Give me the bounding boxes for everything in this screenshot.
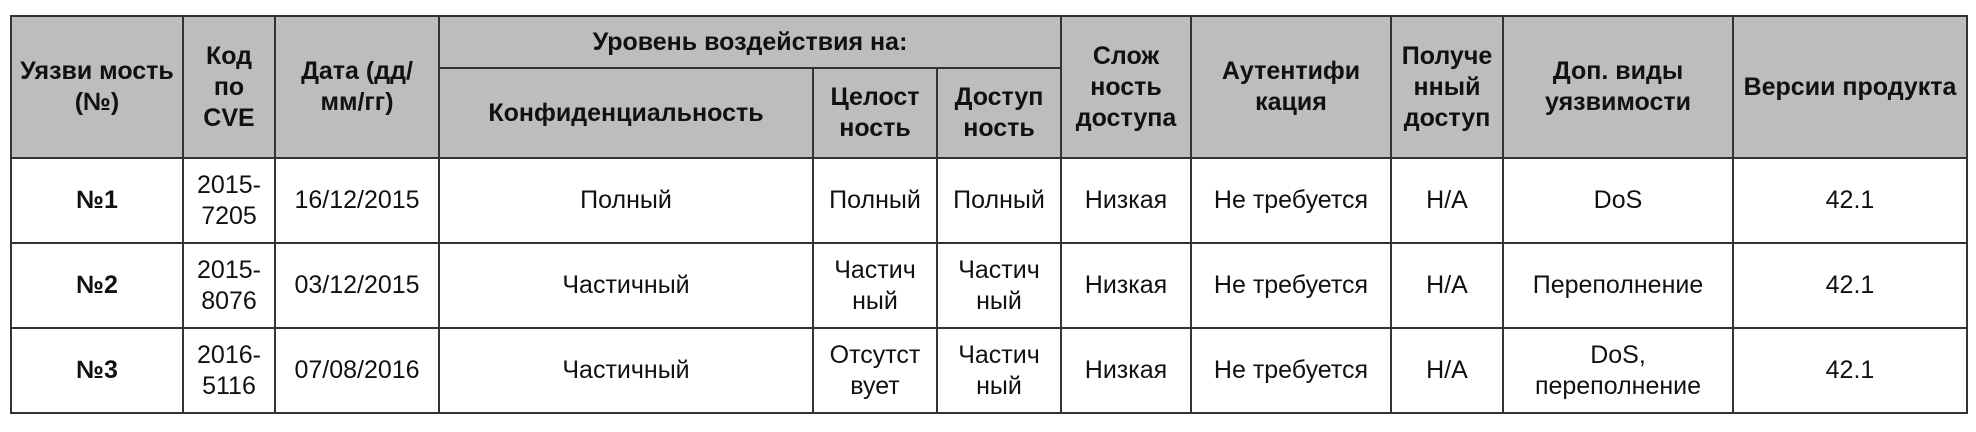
cell-availability: Полный	[937, 158, 1061, 243]
cell-availability: Частич ный	[937, 243, 1061, 328]
header-vuln: Уязви мость (№)	[11, 16, 183, 158]
header-impact: Уровень воздействия на:	[439, 16, 1061, 68]
cell-authentication: Не требуется	[1191, 243, 1391, 328]
table-row	[11, 328, 1967, 413]
header-authentication: Аутентифи кация	[1191, 16, 1391, 158]
vulnerability-table	[10, 15, 1968, 414]
cell-cve: 2015-7205	[183, 158, 275, 243]
cell-confidentiality: Полный	[439, 158, 813, 243]
cell-extra: DoS	[1503, 158, 1733, 243]
cell-cve: 2015-8076	[183, 243, 275, 328]
header-versions: Версии продукта	[1733, 16, 1967, 158]
table-row	[11, 158, 1967, 243]
cell-complexity: Низкая	[1061, 328, 1191, 413]
cell-authentication: Не требуется	[1191, 158, 1391, 243]
cell-integrity: Частич ный	[813, 243, 937, 328]
cell-extra: Переполнение	[1503, 243, 1733, 328]
cell-complexity: Низкая	[1061, 158, 1191, 243]
header-integrity: Целост ность	[813, 68, 937, 158]
cell-confidentiality: Частичный	[439, 243, 813, 328]
cell-access: Н/А	[1391, 328, 1503, 413]
cell-date: 07/08/2016	[275, 328, 439, 413]
cell-versions: 42.1	[1733, 243, 1967, 328]
header-availability: Доступ ность	[937, 68, 1061, 158]
header-date: Дата (дд/ мм/гг)	[275, 16, 439, 158]
header-row	[11, 16, 1967, 68]
cell-extra: DoS, переполнение	[1503, 328, 1733, 413]
header-confidentiality: Конфиденциальность	[439, 68, 813, 158]
cell-versions: 42.1	[1733, 328, 1967, 413]
header-complexity: Слож ность доступа	[1061, 16, 1191, 158]
cell-complexity: Низкая	[1061, 243, 1191, 328]
cell-vuln: №3	[11, 328, 183, 413]
header-extra: Доп. виды уязвимости	[1503, 16, 1733, 158]
cell-vuln: №2	[11, 243, 183, 328]
cell-authentication: Не требуется	[1191, 328, 1391, 413]
cell-date: 03/12/2015	[275, 243, 439, 328]
cell-access: Н/А	[1391, 158, 1503, 243]
table-row	[11, 243, 1967, 328]
cell-vuln: №1	[11, 158, 183, 243]
cell-integrity: Отсутст вует	[813, 328, 937, 413]
cell-availability: Частич ный	[937, 328, 1061, 413]
vulnerability-table-container	[10, 15, 1968, 414]
header-access: Получе нный доступ	[1391, 16, 1503, 158]
cell-cve: 2016-5116	[183, 328, 275, 413]
table-header	[11, 16, 1967, 158]
cell-confidentiality: Частичный	[439, 328, 813, 413]
cell-date: 16/12/2015	[275, 158, 439, 243]
header-cve: Код по CVE	[183, 16, 275, 158]
cell-versions: 42.1	[1733, 158, 1967, 243]
cell-integrity: Полный	[813, 158, 937, 243]
table-body	[11, 158, 1967, 413]
cell-access: Н/А	[1391, 243, 1503, 328]
